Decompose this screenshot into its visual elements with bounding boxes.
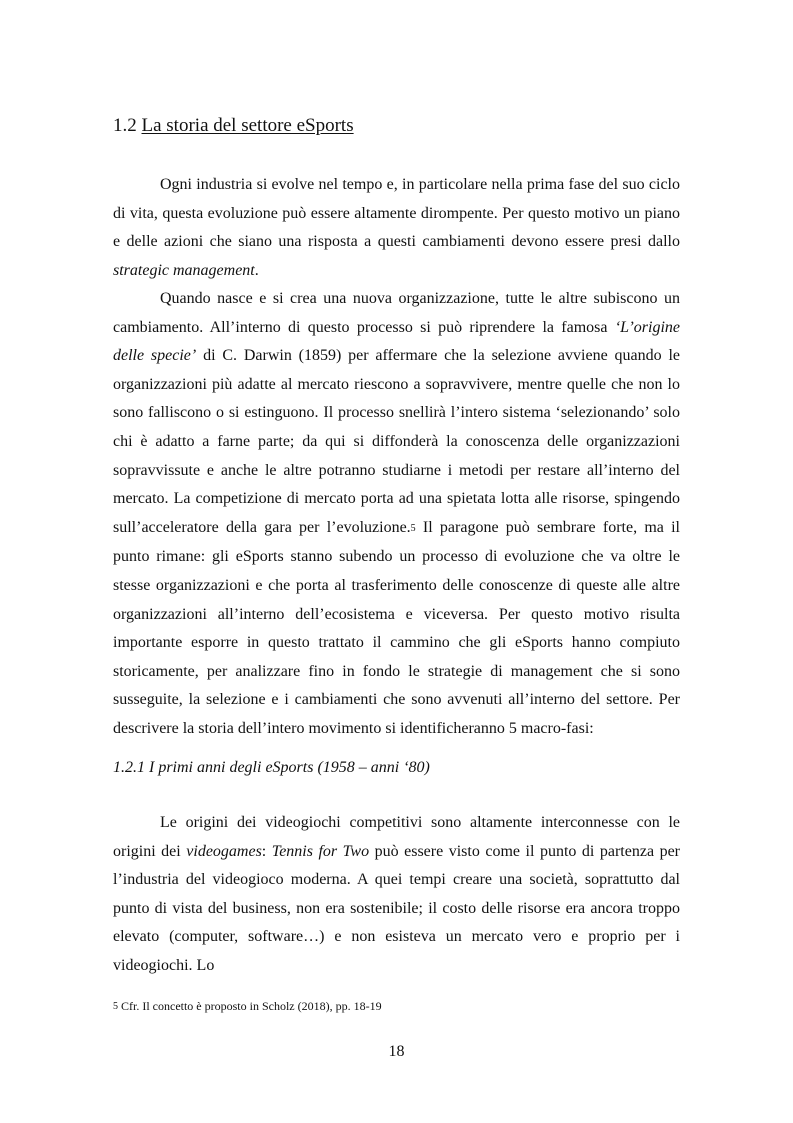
paragraph-text: Ogni industria si evolve nel tempo e, in particolare nella prima fase del suo ciclo di vita, questa evoluzione può essere altamente dirompente. Per questo motivo un piano e delle azioni che siano una risposta a questi cambiamenti devono essere presi dallo [113,176,680,251]
section-number: 1.2 [113,115,137,136]
section-heading [113,114,354,138]
paragraph-1 [113,171,680,285]
paragraph-text: Le origini dei videogiochi competitivi sono altamente interconnesse con le origini dei [113,814,680,860]
page-number: 18 [388,1043,405,1060]
emphasis-text: videogames [186,842,262,860]
section-title: La storia del settore eSports [141,115,354,136]
paragraph-text: di C. Darwin (1859) per affermare che la selezione avviene quando le organizzazioni più adatte al mercato riescono a sopravvivere, mentre quelle che non lo sono falliscono o si estinguono. Il processo snellirà l’intero sistema ‘selezionando’ solo chi è adatto a farne parte; da qui si diffonderà la conoscenza delle organizzazioni sopravvissute e anche le altre potranno studiarne i metodi per restare all’interno del mercato. La competizione di mercato porta ad una spietata lotta alle risorse, spingendo sull’acceleratore della gara per l’evoluzione. [113,347,680,536]
subsection-heading: 1.2.1 I primi anni degli eSports (1958 – anni ‘80) [113,759,430,776]
emphasis-text: ‘L’origine delle specie’ [113,318,680,365]
emphasis-text: strategic management [113,261,255,279]
footnote-text: Cfr. Il concetto è proposto in Scholz (2018), pp. 18-19 [118,999,382,1013]
footnote-reference[interactable]: 5 [410,522,416,534]
emphasis-text: Tennis for Two [271,842,370,860]
paragraph-text: può essere visto come il punto di partenza per l’industria del videogioco moderna. A quei tempi creare una società, soprattutto dal punto di vista del business, non era sostenibile; il costo delle risorse era ancora troppo elevato (computer, software…) e non esisteva un mercato vero e proprio per i videogiochi. Lo [113,842,681,974]
footnote [113,998,382,1015]
paragraph-text: Quando nasce e si crea una nuova organizzazione, tutte le altre subiscono un cambiamento. All’interno di questo processo si può riprendere la famosa [113,290,680,336]
paragraph-3 [113,809,680,981]
paragraph-text: . [254,261,259,279]
paragraph-2 [113,285,680,744]
footnote-mark: 5 [113,1001,118,1012]
paragraph-text: Il paragone può sembrare forte, ma il punto rimane: gli eSports stanno subendo un processo di evoluzione che va oltre le stesse organizzazioni e che porta al trasferimento delle conoscenze di queste alle altre organizzazioni all’interno dell’ecosistema e viceversa. Per questo motivo risulta importante esporre in questo trattato il cammino che gli eSports hanno compiuto storicamente, per analizzare fino in fondo le strategie di management che si sono susseguite, la selezione e i cambiamenti che sono avvenuti all’interno del settore. Per descrivere la storia dell’intero movimento si identificheranno 5 macro-fasi: [113,518,680,737]
paragraph-text: : [261,842,272,860]
